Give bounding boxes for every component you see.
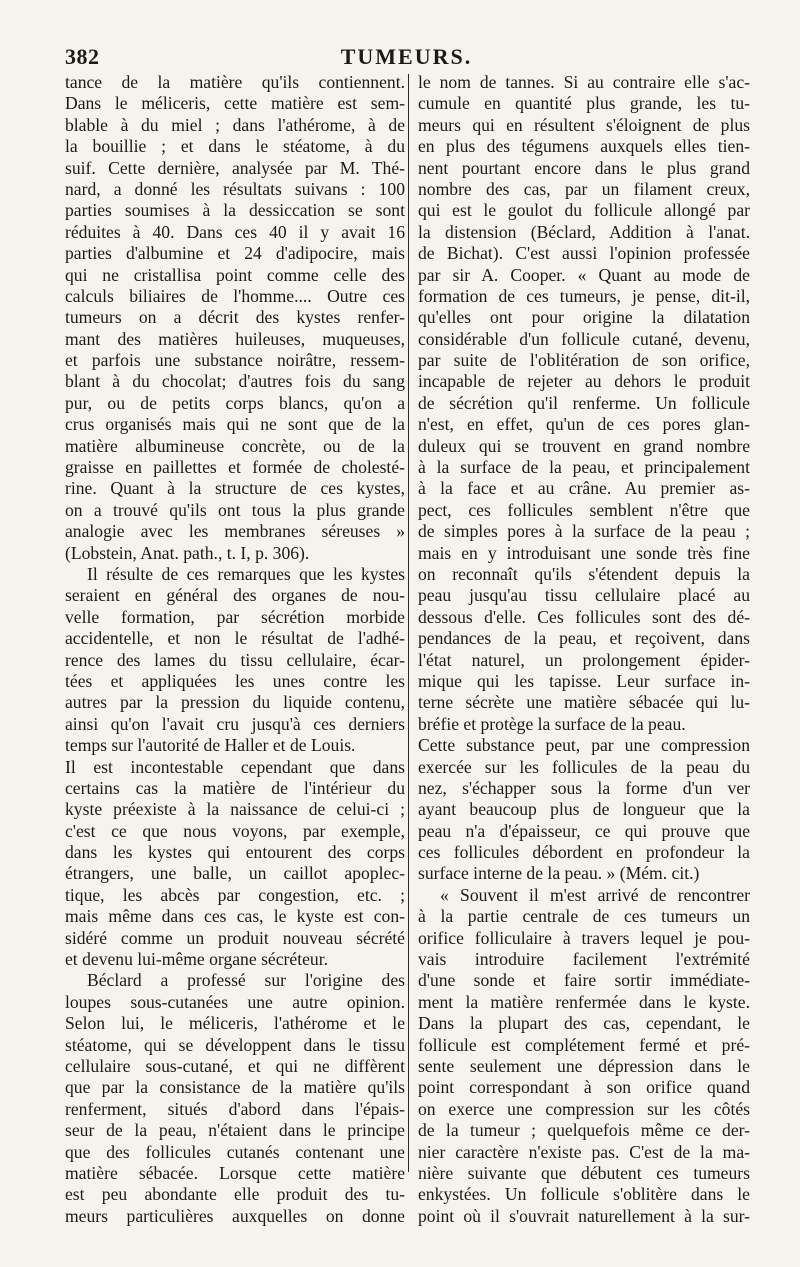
text-line: pendances de la peau, et reçoivent, dans xyxy=(418,628,750,649)
left-text-column xyxy=(65,72,405,1227)
text-line: parties soumises à la dessiccation se sont xyxy=(65,200,405,221)
text-line: à la partie centrale de ces tumeurs un xyxy=(418,906,750,927)
text-line: certains cas la matière de l'intérieur du xyxy=(65,777,405,798)
text-line: la distension (Béclard, Addition à l'anat. xyxy=(418,221,750,242)
text-line: analogie avec les membranes séreuses » xyxy=(65,521,405,542)
text-line: point correspondant à son orifice quand xyxy=(418,1077,750,1098)
text-line: mant des matières huileuses, muqueuses, xyxy=(65,328,405,349)
text-line: peau n'a d'épaisseur, ce qui prouve que xyxy=(418,820,750,841)
page-number: 382 xyxy=(65,44,100,69)
text-line: de sécrétion qu'il renferme. Un follicule xyxy=(418,392,750,413)
text-line: accidentelle, et non le résultat de l'adhé- xyxy=(65,628,405,649)
text-line: étrangers, une balle, un caillot apoplec- xyxy=(65,863,405,884)
page-header xyxy=(65,42,748,72)
text-line: dans les kystes qui entourent des corps xyxy=(65,842,405,863)
text-line: bréfie et protège la surface de la peau. xyxy=(418,713,686,734)
text-line: mais même dans ces cas, le kyste est con- xyxy=(65,906,405,927)
text-line: vais introduire facilement l'extrémité xyxy=(418,949,750,970)
text-line: suif. Cette dernière, analysée par M. Thé- xyxy=(65,157,405,178)
text-line: calculs biliaires de l'homme.... Outre ces xyxy=(65,285,405,306)
text-line: incapable de rejeter au dehors le produit xyxy=(418,371,750,392)
text-line: sente seulement une dépression dans le xyxy=(418,1055,750,1076)
text-line: blant à du chocolat; d'autres fois du sang xyxy=(65,371,405,392)
text-line: que des follicules cutanés contenant une xyxy=(65,1141,405,1162)
text-line: le nom de tannes. Si au contraire elle s'ac- xyxy=(418,72,750,92)
text-line: follicule est complétement fermé et pré- xyxy=(418,1034,750,1055)
text-line: cellulaire sous-cutané, et qui ne diffèrent xyxy=(65,1055,405,1076)
text-line: Selon lui, le méliceris, l'athérome et le xyxy=(65,1013,405,1034)
text-line: à la surface de la peau, et principalement xyxy=(418,457,750,478)
text-line: nière suivante que débutent ces tumeurs xyxy=(418,1162,750,1183)
text-line: Dans la plupart des cas, cependant, le xyxy=(418,1013,750,1034)
text-line: blable à du miel ; dans l'athérome, à de xyxy=(65,114,405,135)
running-title: TUMEURS. xyxy=(340,44,473,69)
text-line: sidéré comme un produit nouveau sécrété xyxy=(65,927,405,948)
text-line: peau jusqu'au tissu cellulaire placé au xyxy=(418,585,750,606)
text-line: la bouillie ; et dans le stéatome, à du xyxy=(65,136,405,157)
text-line: n'est, en effet, qu'un de ces pores glan- xyxy=(418,414,750,435)
text-line: tumeurs on a décrit des kystes renfer- xyxy=(65,307,405,328)
text-line: et devenu lui-même organe sécréteur. xyxy=(65,949,328,970)
text-line: l'état naturel, un prolongement épider- xyxy=(418,649,750,670)
text-line: par suite de l'oblitération de son orifice, xyxy=(418,350,750,371)
text-line: mique qui les tapisse. Leur surface in- xyxy=(418,670,750,691)
text-line: ainsi qu'on l'avait cru jusqu'à ces derniers xyxy=(65,713,405,734)
text-line: de simples pores à la surface de la peau ; xyxy=(418,521,750,542)
text-line: nard, a donné les résultats suivans : 100 xyxy=(65,178,405,199)
text-line: tées et appliquées les unes contre les xyxy=(65,670,405,691)
text-line: loupes sous-cutanées une autre opinion. xyxy=(65,991,405,1012)
text-line: Il est incontestable cependant que dans xyxy=(65,756,405,777)
text-line: orifice folliculaire à travers lequel je pou- xyxy=(418,927,750,948)
text-line: velle formation, par sécrétion morbide xyxy=(65,606,405,627)
text-line: nombre des cas, par un filament creux, xyxy=(418,178,750,199)
text-line: renferment, situés d'abord dans l'épais- xyxy=(65,1098,405,1119)
text-line: de la tumeur ; quelquefois même ce der- xyxy=(418,1120,750,1141)
text-line: formation de ces tumeurs, je pense, dit-il, xyxy=(418,285,750,306)
text-line: matière sébacée. Lorsque cette matière xyxy=(65,1162,405,1183)
text-line: considérable d'un follicule cutané, devenu, xyxy=(418,328,750,349)
text-line: duleux qui se trouvent en grand nombre xyxy=(418,435,750,456)
text-line: autres par la pression du liquide contenu, xyxy=(65,692,405,713)
text-line: nent pourtant encore dans le plus grand xyxy=(418,157,750,178)
text-line: point où il s'ouvrait naturellement à la sur- xyxy=(418,1205,750,1226)
text-line: exercée sur les follicules de la peau du xyxy=(418,756,750,777)
text-line: kyste préexiste à la naissance de celui-ci ; xyxy=(65,799,405,820)
text-line: ces follicules débordent en profondeur la xyxy=(418,842,750,863)
text-line: par sir A. Cooper. « Quant au mode de xyxy=(418,264,750,285)
text-line: enkystées. Un follicule s'oblitère dans le xyxy=(418,1184,750,1205)
right-text-column xyxy=(418,72,750,1227)
text-line: cumule en quantité plus grande, les tu- xyxy=(418,93,750,114)
text-line: tance de la matière qu'ils contiennent. xyxy=(65,72,405,92)
text-line: (Lobstein, Anat. path., t. I, p. 306). xyxy=(65,542,310,563)
text-line: pur, ou de petits corps blancs, qu'on a xyxy=(65,392,405,413)
text-line: à la face et au crâne. Au premier as- xyxy=(418,478,750,499)
text-line: Il résulte de ces remarques que les kystes xyxy=(87,563,405,584)
text-line: qu'elles ont pour origine la dilatation xyxy=(418,307,750,328)
text-line: d'une sonde et faire sortir immédiate- xyxy=(418,970,750,991)
text-line: ayant beaucoup plus de longueur que la xyxy=(418,799,750,820)
text-line: meurs qui en résultent s'éloignent de plus xyxy=(418,114,750,135)
text-line: Dans le méliceris, cette matière est sem- xyxy=(65,93,405,114)
text-line: crus organisés mais qui ne sont que de la xyxy=(65,414,405,435)
text-line: on reconnaît qu'ils s'étendent depuis la xyxy=(418,563,750,584)
text-line: stéatome, qui se développent dans le tissu xyxy=(65,1034,405,1055)
text-line: graisse en paillettes et formée de cholesté- xyxy=(65,457,405,478)
text-line: que par la consistance de la matière qu'ils xyxy=(65,1077,405,1098)
text-line: on a trouvé qu'ils ont tous la plus grande xyxy=(65,499,405,520)
text-line: nez, s'échapper sous la forme d'un ver xyxy=(418,777,750,798)
text-line: mais en y introduisant une sonde très fine xyxy=(418,542,750,563)
text-line: ment la matière renfermée dans le kyste. xyxy=(418,991,750,1012)
text-line: pect, ces follicules semblent n'être que xyxy=(418,499,750,520)
text-line: Cette substance peut, par une compression xyxy=(418,735,750,756)
text-line: c'est ce que nous voyons, par exemple, xyxy=(65,820,405,841)
text-line: dessous d'elle. Ces follicules sont des dé- xyxy=(418,606,750,627)
text-line: réduites à 40. Dans ces 40 il y avait 16 xyxy=(65,221,405,242)
column-divider xyxy=(408,74,409,1172)
text-line: qui est le goulot du follicule allongé par xyxy=(418,200,750,221)
text-line: meurs particulières auxquelles on donne xyxy=(65,1205,405,1226)
text-line: nier caractère n'existe pas. C'est de la ma- xyxy=(418,1141,750,1162)
text-line: terne sécrète une matière sébacée qui lu- xyxy=(418,692,750,713)
text-line: Béclard a professé sur l'origine des xyxy=(87,970,405,991)
text-line: en plus des tégumens auxquels elles tien- xyxy=(418,136,750,157)
text-line: tique, les abcès par congestion, etc. ; xyxy=(65,884,405,905)
text-line: matière albumineuse concrète, ou de la xyxy=(65,435,405,456)
text-line: surface interne de la peau. » (Mém. cit.) xyxy=(418,863,700,884)
text-line: et parfois une substance noirâtre, ressem- xyxy=(65,350,405,371)
text-line: qui ne cristallisa point comme celle des xyxy=(65,264,405,285)
text-line: « Souvent il m'est arrivé de rencontrer xyxy=(440,884,750,905)
text-line: parties d'albumine et 24 d'adipocire, mais xyxy=(65,243,405,264)
text-line: est peu abondante elle produit des tu- xyxy=(65,1184,405,1205)
text-line: seur de la peau, n'étaient dans le principe xyxy=(65,1120,405,1141)
text-line: on exerce une compression sur les côtés xyxy=(418,1098,750,1119)
text-line: temps sur l'autorité de Haller et de Louis. xyxy=(65,735,356,756)
text-line: rine. Quant à la structure de ces kystes, xyxy=(65,478,405,499)
text-line: seraient en général des organes de nou- xyxy=(65,585,405,606)
text-line: de Bichat). C'est aussi l'opinion professée xyxy=(418,243,750,264)
text-line: rence des lames du tissu cellulaire, écar- xyxy=(65,649,405,670)
